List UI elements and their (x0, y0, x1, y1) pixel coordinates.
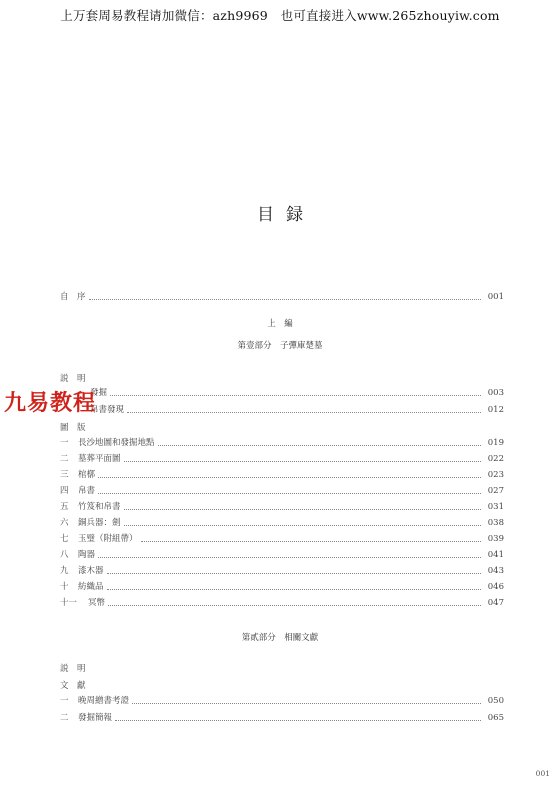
toc-entry[interactable] (60, 451, 504, 465)
toc-entry[interactable] (60, 435, 504, 449)
dot-leader (158, 445, 481, 446)
toc-entry-number: 四 (60, 486, 69, 496)
dot-leader (115, 720, 481, 721)
toc-entry-page: 031 (487, 502, 504, 512)
toc-entry-page: 022 (487, 454, 504, 464)
dot-leader (107, 589, 481, 590)
toc-entry-page: 039 (487, 534, 504, 544)
toc-entry-page: 050 (487, 696, 504, 706)
toc-entry-label: 竹笈和帛書 (78, 502, 121, 512)
toc-entry-label: 晚周繒書考證 (78, 696, 130, 706)
toc-entry-label: 冥幣 (88, 598, 106, 608)
toc-entry-page: 019 (487, 438, 504, 448)
toc-entry[interactable] (60, 531, 504, 545)
toc-entry-number: 二 (60, 713, 69, 723)
toc-entry-label: 銅兵器：劍 (78, 518, 121, 528)
toc-entry-number: 六 (60, 518, 69, 528)
toc-entry-page: 046 (487, 582, 504, 592)
dot-leader (98, 493, 481, 494)
toc-entry-number: 一 (60, 696, 69, 706)
toc-entry[interactable] (60, 515, 504, 529)
toc-entry[interactable] (60, 547, 504, 561)
toc-entry-preface[interactable] (60, 289, 504, 303)
toc-entry-page: 041 (487, 550, 504, 560)
dot-leader (89, 299, 481, 300)
dot-leader (132, 703, 481, 704)
toc-entry-label: 帛書 (78, 486, 96, 496)
watermark-logo: 九易教程 (4, 391, 97, 416)
toc-entry-number: 八 (60, 550, 69, 560)
toc-entry-page: 047 (487, 598, 504, 608)
section-heading-1: 第壹部分 子彈庫楚墓 (237, 341, 323, 351)
toc-entry[interactable] (60, 563, 504, 577)
toc-entry-number: 九 (60, 566, 69, 576)
dot-leader (98, 557, 481, 558)
toc-entry[interactable] (60, 579, 504, 593)
toc-entry-label: 陶器 (78, 550, 96, 560)
toc-entry-number: 五 (60, 502, 69, 512)
toc-entry-page: 012 (487, 405, 504, 415)
toc-entry-label: 棺槨 (78, 470, 96, 480)
dot-leader (107, 573, 481, 574)
toc-entry-page: 038 (487, 518, 504, 528)
toc-entry-number: 二 (60, 454, 69, 464)
toc-entry-label: 長沙地圖和發掘地點 (78, 438, 155, 448)
dot-leader (127, 412, 481, 413)
toc-entry-number: 十一 (60, 598, 78, 608)
toc-entry[interactable] (60, 402, 504, 416)
toc-entry-page: 027 (487, 486, 504, 496)
subheading-shuoming: 説 明 (60, 374, 86, 384)
toc-entry-number: 一 (60, 438, 69, 448)
dot-leader (124, 525, 481, 526)
subheading-wenxian: 文 獻 (60, 681, 86, 691)
promo-banner: 上万套周易教程请加微信：azh9969 也可直接进入www.265zhouyiw.com (60, 8, 500, 23)
toc-entry[interactable] (60, 595, 504, 609)
dot-leader (108, 605, 481, 606)
toc-entry-number: 三 (60, 470, 69, 480)
toc-entry-label: 墓葬平面圖 (78, 454, 121, 464)
toc-entry-label: 自 序 (60, 292, 86, 302)
toc-entry[interactable] (60, 693, 504, 707)
toc-entry-page: 023 (487, 470, 504, 480)
subheading-tuban: 圖 版 (60, 423, 86, 433)
toc-entry-number: 七 (60, 534, 69, 544)
dot-leader (124, 461, 481, 462)
section-heading-2: 第貳部分 相關文獻 (241, 633, 319, 643)
toc-entry-label: 帛書發現 (90, 405, 125, 415)
dot-leader (124, 509, 481, 510)
toc-entry-page: 003 (487, 388, 504, 398)
toc-entry[interactable] (60, 710, 504, 724)
toc-entry-label: 漆木器 (78, 566, 104, 576)
toc-entry[interactable] (60, 483, 504, 497)
toc-entry-label: 發掘 (90, 388, 108, 398)
toc-entry[interactable] (60, 467, 504, 481)
part-heading-upper: 上 編 (267, 319, 293, 329)
toc-entry-number: 十 (60, 582, 69, 592)
toc-entry[interactable] (60, 385, 504, 399)
toc-entry-label: 玉璧（附組帶） (78, 534, 138, 544)
page-number: 001 (535, 769, 550, 778)
toc-entry-label: 紡織品 (78, 582, 104, 592)
page-title: 目録 (257, 205, 315, 225)
subheading-shuoming: 説 明 (60, 664, 86, 674)
dot-leader (98, 477, 481, 478)
dot-leader (110, 395, 481, 396)
toc-entry-page: 043 (487, 566, 504, 576)
toc-entry[interactable] (60, 499, 504, 513)
toc-entry-label: 發掘簡報 (78, 713, 113, 723)
toc-entry-page: 065 (487, 713, 504, 723)
dot-leader (141, 541, 481, 542)
toc-entry-page: 001 (487, 292, 504, 302)
